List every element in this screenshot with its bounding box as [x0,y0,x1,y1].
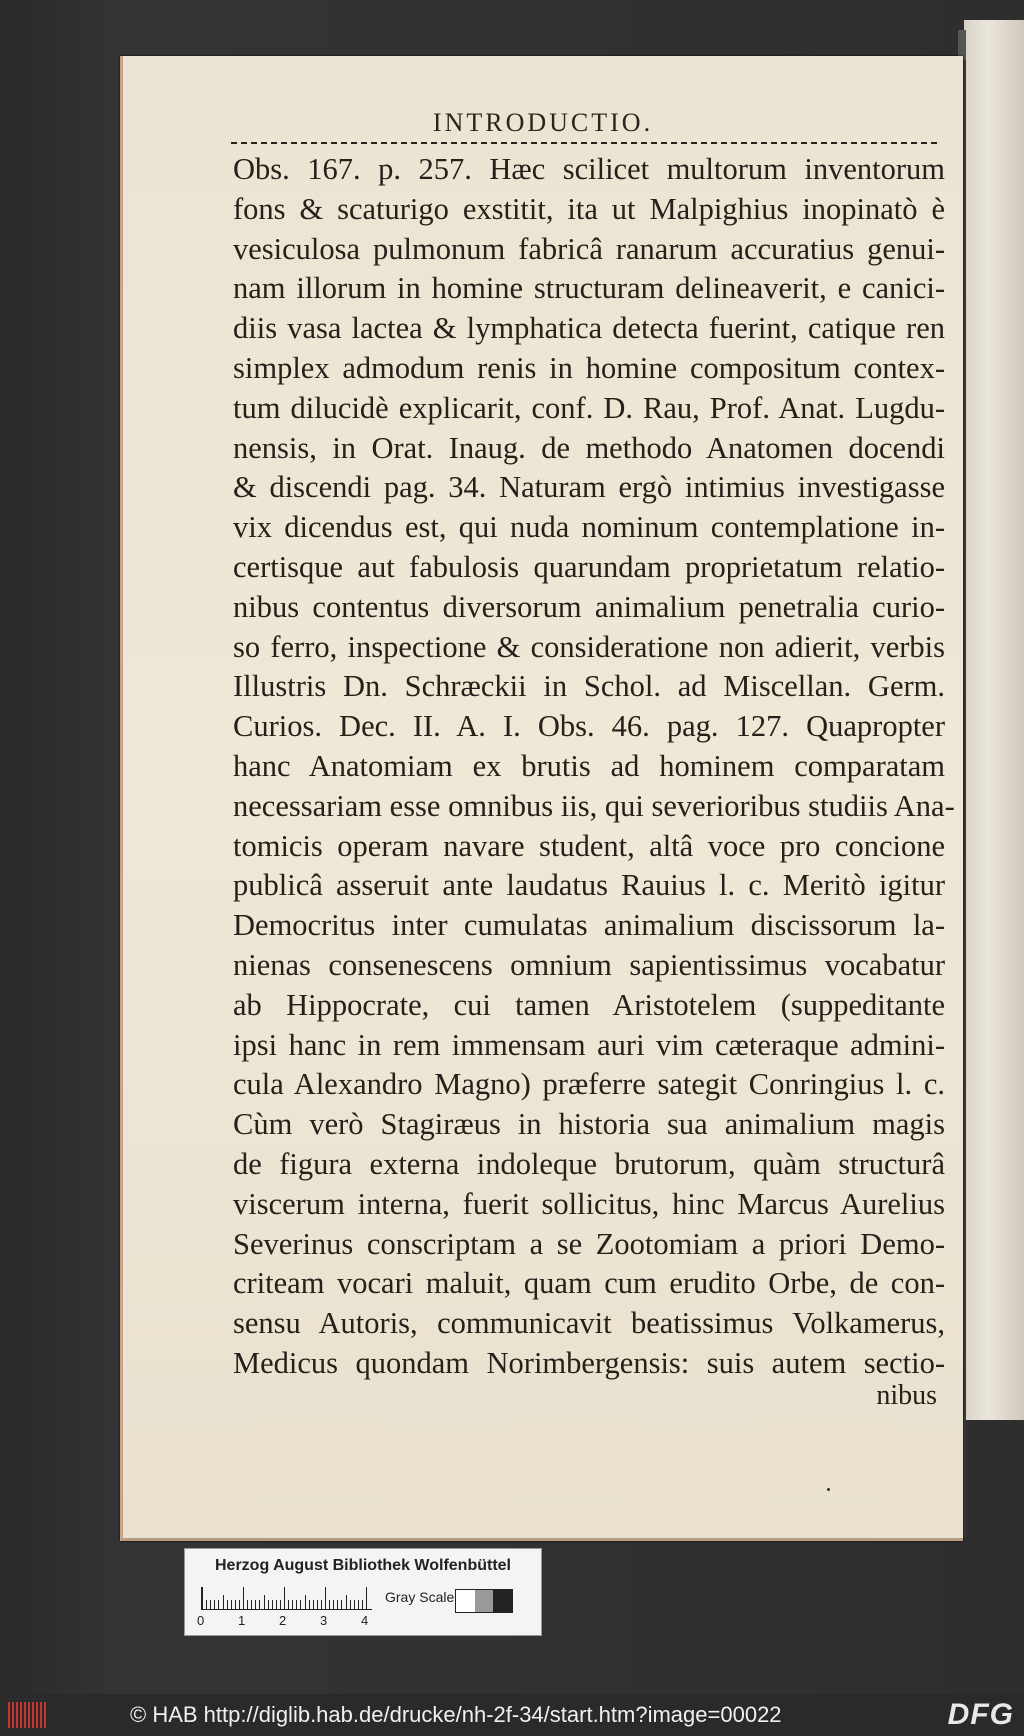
ruler-tick [210,1600,211,1609]
text-line: fons & scaturigo exstitit, ita ut Malpighius inopinatò è [233,191,945,226]
ruler-tick [288,1600,289,1609]
text-line: tum dilucidè explicarit, conf. D. Rau, Prof. Anat. Lugdu- [233,390,945,425]
text-line: tomicis operam navare student, altâ voce pro concione [233,828,945,863]
ruler-number: 0 [197,1613,205,1628]
text-line: de figura externa indoleque brutorum, quàm structurâ [233,1146,945,1181]
text-line: nienas consenescens omnium sapientissimus vocabatur [233,947,945,982]
text-line: Curios. Dec. II. A. I. Obs. 46. pag. 127. Quapropter [233,709,945,744]
ruler-number: 4 [361,1613,369,1628]
footer-url[interactable]: © HAB http://diglib.hab.de/drucke/nh-2f-34/start.htm?image=00022 [130,1702,782,1727]
ruler-tick [309,1600,310,1609]
ruler-tick [305,1595,306,1609]
catchword: nibus [876,1380,937,1411]
text-line: viscerum interna, fuerit sollicitus, hinc Marcus Aurelius [233,1186,945,1221]
gray-scale-label: Gray Scale [385,1589,455,1605]
ruler-tick [243,1587,244,1609]
ruler-tick [317,1600,318,1609]
text-line: vesiculosa pulmonum fabricâ ranarum accuratius genui- [233,231,945,266]
text-line: so ferro, inspectione & consideratione non adierit, verbis [233,629,945,664]
text-line: vix dicendus est, qui nuda nominum contemplatione in- [233,510,945,545]
ruler-tick [366,1587,367,1609]
ruler-tick [235,1600,236,1609]
text-line: Medicus quondam Norimbergensis: suis autem sectio- [233,1345,945,1380]
ruler-tick [350,1600,351,1609]
ruler-tick [337,1600,338,1609]
text-line: cula Alexandro Magno) præferre sategit Conringius l. c. [233,1067,945,1102]
text-line: Illustris Dn. Schræckii in Schol. ad Miscellan. Germ. [233,669,945,704]
ruler-tick [313,1600,314,1609]
text-line: publicâ asseruit ante laudatus Rauius l. c. Meritò igitur [233,868,945,903]
gray-swatch-black [493,1590,512,1612]
ruler-tick [272,1600,273,1609]
ruler-tick [264,1595,265,1609]
ruler-tick [300,1600,301,1609]
ruler-tick [280,1600,281,1609]
footer-bar [0,1694,1024,1736]
gray-scale-swatches [455,1589,513,1613]
ruler-tick [362,1600,363,1609]
text-line: simplex admodum renis in homine compositum contex- [233,350,945,385]
ruler-tick [346,1595,347,1609]
page-body-text [233,150,955,1384]
ruler-tick [214,1600,215,1609]
ruler-tick [255,1600,256,1609]
ruler-tick [284,1587,285,1609]
text-line: ab Hippocrate, cui tamen Aristotelem (suppeditante [233,987,945,1022]
ruler-tick [276,1600,277,1609]
text-line: nibus contentus diversorum animalium penetralia curio- [233,589,945,624]
text-line: nam illorum in homine structuram delineaverit, e canici- [233,271,945,306]
ruler-tick [259,1600,260,1609]
text-line: & discendi pag. 34. Naturam ergò intimius investigasse [233,470,945,505]
text-line: necessariam esse omnibus iis, qui severioribus studiis Ana- [233,788,955,823]
ruler-tick [239,1600,240,1609]
ruler-number: 2 [279,1613,287,1628]
ruler-scale [201,1587,372,1610]
ruler-tick [358,1600,359,1609]
ruler-number: 1 [238,1613,246,1628]
text-line: criteam vocari maluit, quam cum erudito Orbe, de con- [233,1266,945,1301]
text-line: Democritus inter cumulatas animalium discissorum la- [233,908,945,943]
text-line: Cùm verò Stagiræus in historia sua animalium magis [233,1107,945,1142]
text-line: Severinus conscriptam a se Zootomiam a priori Demo- [233,1226,945,1261]
color-calibration-ruler [184,1548,542,1636]
ruler-tick [202,1587,203,1609]
library-barcode-icon [8,1702,48,1728]
text-line: Obs. 167. p. 257. Hæc scilicet multorum inventorum [233,152,945,186]
ruler-tick [321,1600,322,1609]
text-line: nensis, in Orat. Inaug. de methodo Anatomen docendi [233,430,945,465]
ruler-title: Herzog August Bibliothek Wolfenbüttel [215,1557,511,1574]
ruler-tick [268,1600,269,1609]
text-line: diis vasa lactea & lymphatica detecta fuerint, catique ren [233,311,945,346]
text-line: certisque aut fabulosis quarundam proprietatum relatio- [233,549,945,584]
ruler-tick [231,1600,232,1609]
gray-swatch-mid [475,1590,494,1612]
book-page [120,56,963,1541]
ruler-tick [206,1600,207,1609]
ruler-tick [354,1600,355,1609]
next-page-edge [964,20,1024,1420]
ruler-tick [292,1600,293,1609]
ink-speck [827,1488,830,1491]
ruler-tick [325,1587,326,1609]
text-line: ipsi hanc in rem immensam auri vim cæteraque admini- [233,1027,945,1062]
header-rule [231,142,937,144]
text-line: hanc Anatomiam ex brutis ad hominem comparatam [233,748,945,783]
ruler-tick [296,1600,297,1609]
running-header: INTRODUCTIO. [432,108,654,137]
ruler-tick [333,1600,334,1609]
ruler-tick [247,1600,248,1609]
ruler-tick [218,1600,219,1609]
ruler-tick [227,1600,228,1609]
ruler-tick [251,1600,252,1609]
dfg-logo: DFG [947,1698,1014,1731]
ruler-tick [223,1595,224,1609]
text-line: sensu Autoris, communicavit beatissimus Volkamerus, [233,1306,945,1341]
ruler-tick [341,1600,342,1609]
ruler-tick [329,1600,330,1609]
ruler-number: 3 [320,1613,328,1628]
gray-swatch-white [456,1590,475,1612]
